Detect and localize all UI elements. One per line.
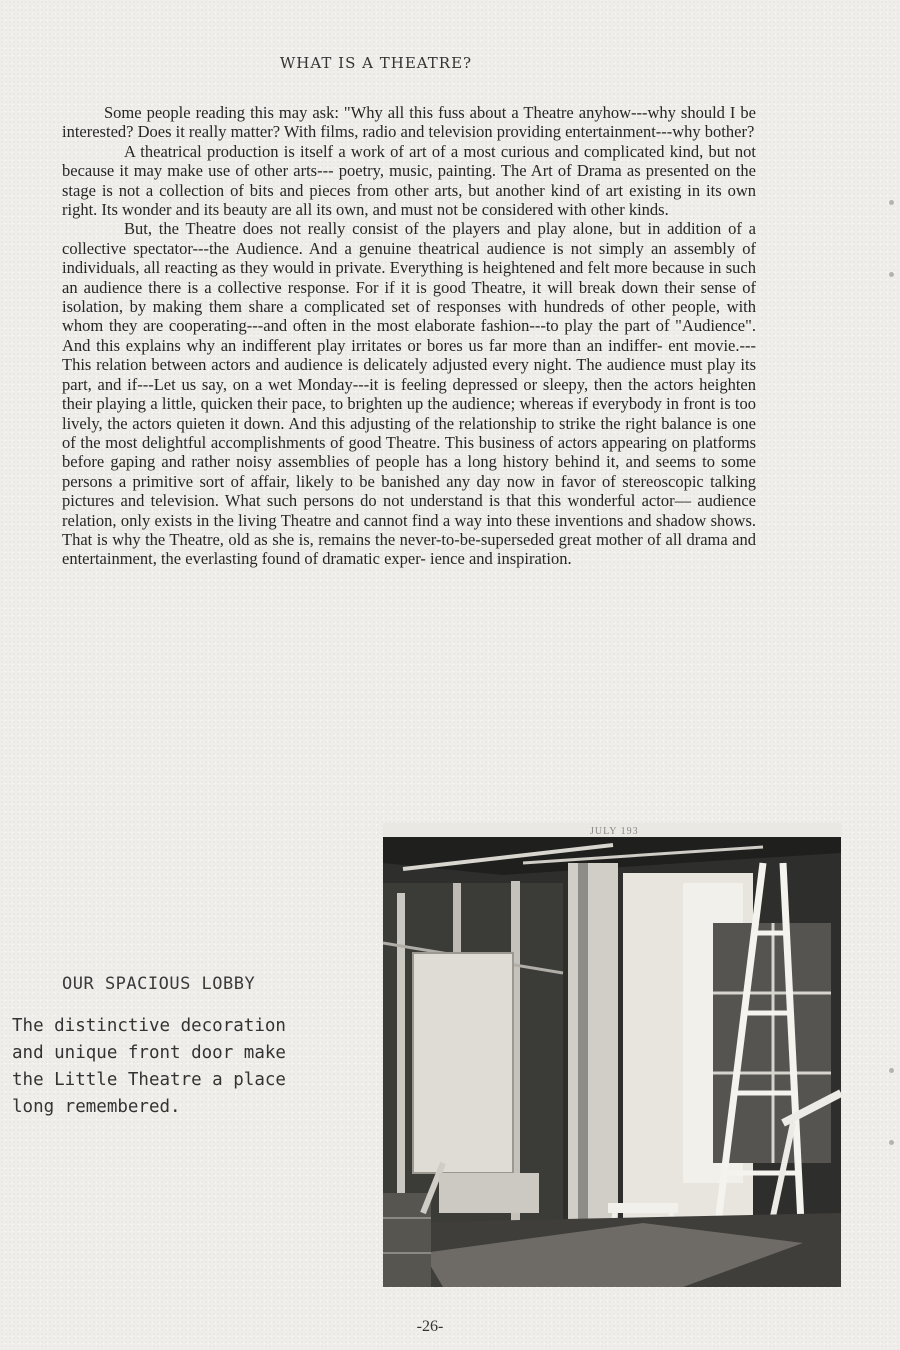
article-body xyxy=(62,103,756,569)
binding-hole xyxy=(889,1068,894,1073)
page-title: WHAT IS A THEATRE? xyxy=(279,54,473,72)
paragraph-2: A theatrical production is itself a work of art of a most curious and complicated kind, but not because it may make use of other arts--- poetry, music, painting. The Art of Drama as presented on the stage is not a collection of bits and pieces from other arts, but another kind of art existing in its own right. Its wonder and its beauty are all its own, and must not be considered with other kinds. xyxy=(62,141,756,220)
binding-hole xyxy=(889,200,894,205)
caption-line: long remembered. xyxy=(12,1097,181,1117)
photo-date-stamp: JULY 193 xyxy=(590,826,639,837)
paragraph-3: But, the Theatre does not really consist of the players and play alone, but in addition of a collective spectator---the Audience. And a genuine theatrical audience is not simply an assembly of individuals, all reacting as they would in private. Everything is heightened and felt more because in such an audience there is a collective response. For if it is good Theatre, it will break down their sense of isolation, by making them share a complicated set of responses with hundreds of other people, with whom they are cooperating---and often in the most elaborate fashion---to play the part of "Audience". And this explains why an indifferent play irritates or bores us far more than an indiffer- ent movie.---This relation between actors and audience is delicately adjusted every night. The audience must play its part, and if---Let us say, on a wet Monday---it is feeling depressed or sleepy, then the actors heighten their playing a little, quicken their pace, to brighten up the audience; whereas if everybody in front is too lively, the actors quieten it down. And this adjusting of the relationship to strike the right balance is one of the most delightful accomplishments of good Theatre. This business of actors appearing on platforms before gaping and rather noisy assemblies of people has a long history behind it, and seems to some persons a primitive sort of affair, likely to be banished any day now in favor of stereoscopic talking pictures and television. What such persons do not understand is that this wonderful actor— audience relation, only exists in the living Theatre and cannot find a way into these inventions and shadow shows. That is why the Theatre, old as she is, remains the never-to-be-superseded great mother of all drama and entertainment, the everlasting found of dramatic exper- ience and inspiration. xyxy=(62,219,756,569)
caption-heading: OUR SPACIOUS LOBBY xyxy=(62,974,256,994)
caption-body xyxy=(12,1013,362,1121)
lobby-photo xyxy=(383,823,841,1287)
lobby-photo-image xyxy=(383,823,841,1287)
caption-line: The distinctive decoration xyxy=(12,1016,286,1036)
caption-line: and unique front door make xyxy=(12,1043,286,1063)
page-number: -26- xyxy=(416,1318,444,1335)
caption-line: the Little Theatre a place xyxy=(12,1070,286,1090)
binding-hole xyxy=(889,1140,894,1145)
binding-hole xyxy=(889,272,894,277)
paragraph-1: Some people reading this may ask: "Why all this fuss about a Theatre anyhow---why should I be interested? Does it really matter? With films, radio and television providing entertainment---why bother? xyxy=(62,103,756,142)
